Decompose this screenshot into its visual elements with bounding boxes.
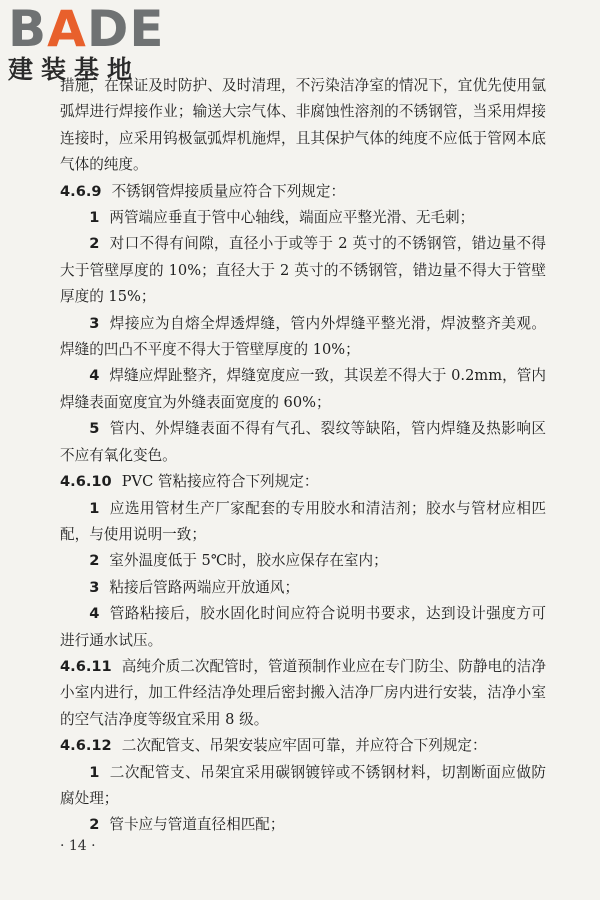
clause-number: 4.6.10: [60, 473, 112, 491]
clause-title: 二次配管支、吊架安装应牢固可靠，并应符合下列规定：: [121, 737, 487, 755]
clause-item: [60, 496, 546, 549]
item-number: 1: [89, 499, 100, 517]
clause-item: [60, 812, 546, 838]
clause-item: [60, 205, 546, 231]
item-number: 4: [89, 367, 100, 385]
item-text: 对口不得有间隙，直径小于或等于 2 英寸的不锈钢管，错边量不得大于管壁厚度的 10%；直径大于 2 英寸的不锈钢管，错边量不得大于管壁厚度的 15%；: [60, 235, 546, 306]
item-text: 焊接应为自熔全焊透焊缝，管内外焊缝平整光滑，焊波整齐美观。焊缝的凹凸不平度不得大于管壁厚度的 10%；: [60, 314, 546, 359]
item-text: 管卡应与管道直径相匹配；: [109, 816, 285, 834]
logo-subtitle: 建装基地: [8, 55, 141, 84]
clause-title: 高纯介质二次配管时，管道预制作业应在专门防尘、防静电的洁净小室内进行，加工件经洁净处理后密封搬入洁净厂房内进行安装，洁净小室的空气洁净度等级宜采用 8 级。: [60, 657, 546, 728]
clause-item: [60, 601, 546, 654]
clause-heading: [60, 179, 546, 205]
clause-number: 4.6.9: [60, 182, 102, 200]
logo-wordmark: BADE: [8, 0, 165, 58]
clause-item: [60, 311, 546, 364]
item-number: 4: [89, 605, 100, 623]
clause-number: 4.6.12: [60, 737, 112, 755]
clause-heading: [60, 733, 546, 759]
clause-item: [60, 231, 546, 310]
clause-title: 不锈钢管焊接质量应符合下列规定：: [111, 182, 346, 200]
intro-paragraph: 措施，在保证及时防护、及时清理，不污染洁净室的情况下，宜优先使用氩弧焊进行焊接作业；输送大宗气体、非腐蚀性溶剂的不锈钢管，当采用焊接连接时，应采用钨极氩弧焊机施焊，且其保护气体的纯度不应低于管网本底气体的纯度。: [60, 77, 546, 174]
clause-item: [60, 548, 546, 574]
page-number: · 14 ·: [60, 838, 96, 854]
clause-number: 4.6.11: [60, 657, 112, 675]
document-body: [60, 73, 546, 839]
clause-item: [60, 760, 546, 813]
item-number: 2: [89, 816, 100, 834]
item-number: 3: [89, 314, 100, 332]
item-text: 应选用管材生产厂家配套的专用胶水和清洁剂；胶水与管材应相匹配，与使用说明一致；: [60, 499, 546, 543]
item-number: 1: [89, 763, 100, 781]
item-number: 5: [89, 420, 100, 438]
item-text: 二次配管支、吊架宜采用碳钢镀锌或不锈钢材料，切割断面应做防腐处理；: [60, 763, 546, 807]
item-number: 2: [89, 235, 100, 253]
item-text: 管内、外焊缝表面不得有气孔、裂纹等缺陷，管内焊缝及热影响区不应有氧化变色。: [60, 420, 546, 464]
item-text: 室外温度低于 5℃时，胶水应保存在室内；: [109, 552, 388, 570]
item-number: 3: [89, 578, 100, 596]
item-number: 1: [89, 209, 100, 227]
item-text: 两管端应垂直于管中心轴线，端面应平整光滑、无毛刺；: [109, 209, 475, 227]
clause-heading: [60, 654, 546, 733]
item-text: 管路粘接后，胶水固化时间应符合说明书要求，达到设计强度方可进行通水试压。: [60, 605, 546, 649]
item-text: 焊缝应焊趾整齐，焊缝宽度应一致，其误差不得大于 0.2mm，管内焊缝表面宽度宜为外缝表面宽度的 60%；: [60, 367, 546, 411]
item-number: 2: [89, 552, 100, 570]
item-text: 粘接后管路两端应开放通风；: [109, 578, 300, 596]
clause-item: [60, 575, 546, 601]
clause-item: [60, 363, 546, 416]
clause-item: [60, 416, 546, 469]
clause-title: PVC 管粘接应符合下列规定：: [121, 473, 319, 491]
clause-heading: [60, 469, 546, 495]
